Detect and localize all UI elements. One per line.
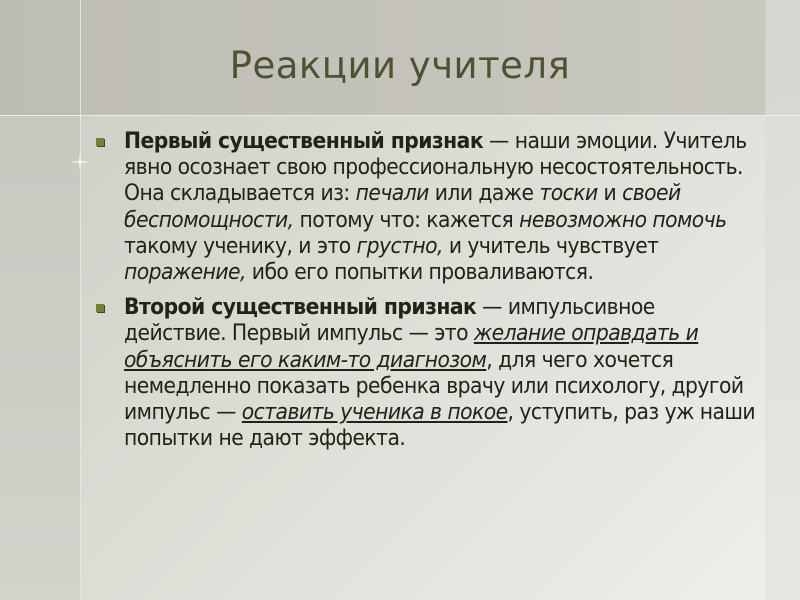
bullet-item [92, 128, 762, 285]
bullet-run: , уступить, раз уж наши попытки не дают эффекта. [124, 399, 756, 452]
bullet-run: , для чего хочется немедленно показать ребенка врачу или психологу, другой импульс — [124, 346, 744, 426]
bullet-run: Первый существенный признак [124, 128, 484, 154]
bullet-run: грустно, [356, 232, 443, 259]
bullet-run: тоски [539, 180, 598, 207]
bullet-run: желание оправдать и объяснить его каким-то диагнозом [124, 320, 699, 373]
bullet-run: или даже [428, 180, 540, 207]
bullet-text [124, 294, 755, 451]
bullet-run: невозможно помочь [519, 206, 727, 233]
bullet-run: ибо его попытки проваливаются. [245, 259, 594, 286]
bullet-run: — наши эмоции. Учитель явно осознает свою профессиональную несостоятельность. Она складывается из: [124, 128, 747, 207]
side-panel [0, 115, 80, 600]
bullet-run: такому ученику, и это [124, 232, 357, 259]
bullet-item [92, 294, 762, 451]
vertical-rule [80, 0, 81, 600]
horizontal-rule [0, 115, 800, 116]
bullet-run: потому что: кажется [293, 206, 520, 233]
bullet-run: печали [355, 180, 429, 207]
slide-title: Реакции учителя [229, 44, 571, 87]
bullet-square-icon [96, 304, 104, 312]
bullet-run: поражение, [124, 259, 246, 286]
bullet-list [92, 128, 762, 460]
bullet-run: своей беспомощности, [124, 180, 681, 233]
bullet-text [124, 128, 747, 285]
bullet-run: оставить ученика в покое [241, 399, 508, 426]
bullet-square-icon [96, 138, 104, 146]
bullet-run: Второй существенный признак [124, 294, 477, 321]
bullet-run: и учитель чувствует [442, 232, 659, 259]
bullet-run: — импульсивное действие. Первый импульс — это [124, 294, 655, 347]
sparkle-icon [70, 152, 90, 172]
bullet-run: и [597, 180, 623, 207]
right-panel [765, 0, 800, 600]
